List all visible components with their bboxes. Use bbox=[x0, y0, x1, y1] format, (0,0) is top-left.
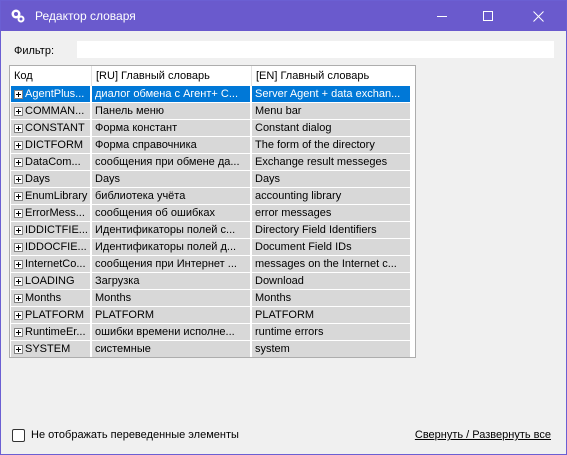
row-code-text: Months bbox=[25, 292, 62, 304]
row-code-text: LOADING bbox=[25, 275, 75, 287]
row-ru-cell[interactable]: Форма справочника bbox=[92, 137, 250, 153]
row-code-cell[interactable] bbox=[11, 171, 90, 187]
row-code-cell[interactable] bbox=[11, 188, 90, 204]
expand-plus-icon[interactable] bbox=[14, 243, 23, 252]
row-ru-cell[interactable]: Панель меню bbox=[92, 103, 250, 119]
minimize-icon bbox=[437, 16, 447, 17]
row-en-cell[interactable]: Document Field IDs bbox=[252, 239, 410, 255]
row-code-cell[interactable] bbox=[11, 239, 90, 255]
tree-row[interactable] bbox=[10, 120, 415, 137]
row-ru-cell[interactable]: диалог обмена с Агент+ С... bbox=[92, 86, 250, 102]
row-code-text: EnumLibrary bbox=[25, 190, 88, 202]
row-ru-cell[interactable]: системные bbox=[92, 341, 250, 357]
row-ru-cell[interactable]: сообщения при обмене да... bbox=[92, 154, 250, 170]
tree-rows bbox=[10, 86, 415, 358]
row-ru-cell[interactable]: библиотека учёта bbox=[92, 188, 250, 204]
expand-plus-icon[interactable] bbox=[14, 328, 23, 337]
column-header-en[interactable]: [EN] Главный словарь bbox=[256, 70, 370, 82]
row-code-text: AgentPlus... bbox=[25, 88, 85, 100]
row-code-text: IDDICTFIE... bbox=[25, 224, 88, 236]
tree-row[interactable] bbox=[10, 341, 415, 358]
row-en-cell[interactable]: Menu bar bbox=[252, 103, 410, 119]
filter-input[interactable] bbox=[77, 41, 554, 58]
hide-translated-checkbox[interactable] bbox=[12, 429, 25, 442]
close-icon bbox=[533, 11, 544, 22]
row-code-cell[interactable] bbox=[11, 341, 90, 357]
row-en-cell[interactable]: Download bbox=[252, 273, 410, 289]
collapse-expand-all-link[interactable]: Свернуть / Развернуть все bbox=[414, 429, 551, 441]
row-en-cell[interactable]: system bbox=[252, 341, 410, 357]
row-code-cell[interactable] bbox=[11, 324, 90, 340]
row-code-text: ErrorMess... bbox=[25, 207, 85, 219]
expand-plus-icon[interactable] bbox=[14, 277, 23, 286]
expand-plus-icon[interactable] bbox=[14, 209, 23, 218]
tree-row[interactable] bbox=[10, 154, 415, 171]
row-ru-cell[interactable]: ошибки времени исполне... bbox=[92, 324, 250, 340]
row-code-text: RuntimeEr... bbox=[25, 326, 86, 338]
tree-row[interactable] bbox=[10, 239, 415, 256]
tree-row[interactable] bbox=[10, 273, 415, 290]
row-en-cell[interactable]: error messages bbox=[252, 205, 410, 221]
row-code-cell[interactable] bbox=[11, 256, 90, 272]
row-en-cell[interactable]: accounting library bbox=[252, 188, 410, 204]
row-ru-cell[interactable]: сообщения при Интернет ... bbox=[92, 256, 250, 272]
expand-plus-icon[interactable] bbox=[14, 107, 23, 116]
row-code-cell[interactable] bbox=[11, 273, 90, 289]
row-code-text: Days bbox=[25, 173, 51, 185]
tree-row[interactable] bbox=[10, 222, 415, 239]
row-en-cell[interactable]: runtime errors bbox=[252, 324, 410, 340]
tree-row[interactable] bbox=[10, 188, 415, 205]
row-ru-cell[interactable]: Months bbox=[92, 290, 250, 306]
tree-row[interactable] bbox=[10, 103, 415, 120]
expand-plus-icon[interactable] bbox=[14, 311, 23, 320]
row-code-text: CONSTANT bbox=[25, 122, 85, 134]
row-en-cell[interactable]: PLATFORM bbox=[252, 307, 410, 323]
row-en-cell[interactable]: The form of the directory bbox=[252, 137, 410, 153]
tree-row[interactable] bbox=[10, 86, 415, 103]
window-title: Редактор словаря bbox=[35, 9, 136, 23]
row-code-cell[interactable] bbox=[11, 222, 90, 238]
maximize-button[interactable] bbox=[465, 1, 511, 31]
row-ru-cell[interactable]: сообщения об ошибках bbox=[92, 205, 250, 221]
row-code-text: IDDOCFIE... bbox=[25, 241, 87, 253]
row-ru-cell[interactable]: Days bbox=[92, 171, 250, 187]
row-code-text: COMMAN... bbox=[25, 105, 85, 117]
expand-plus-icon[interactable] bbox=[14, 90, 23, 99]
tree-row[interactable] bbox=[10, 324, 415, 341]
row-code-cell[interactable] bbox=[11, 137, 90, 153]
title-bar[interactable] bbox=[1, 1, 566, 31]
row-code-cell[interactable] bbox=[11, 307, 90, 323]
row-ru-cell[interactable]: Форма констант bbox=[92, 120, 250, 136]
tree-row[interactable] bbox=[10, 290, 415, 307]
expand-plus-icon[interactable] bbox=[14, 175, 23, 184]
dictionary-tree[interactable] bbox=[9, 65, 416, 358]
row-ru-cell[interactable]: Идентификаторы полей с... bbox=[92, 222, 250, 238]
tree-header bbox=[10, 66, 415, 86]
row-en-cell[interactable]: Server Agent + data exchan... bbox=[252, 86, 410, 102]
tree-row[interactable] bbox=[10, 137, 415, 154]
expand-plus-icon[interactable] bbox=[14, 345, 23, 354]
tree-row[interactable] bbox=[10, 256, 415, 273]
row-code-cell[interactable] bbox=[11, 205, 90, 221]
expand-plus-icon[interactable] bbox=[14, 294, 23, 303]
column-header-ru[interactable]: [RU] Главный словарь bbox=[92, 66, 252, 86]
column-header-code[interactable]: Код bbox=[10, 66, 92, 86]
maximize-icon bbox=[483, 11, 493, 21]
row-en-cell[interactable]: Months bbox=[252, 290, 410, 306]
tree-row[interactable] bbox=[10, 307, 415, 324]
row-code-cell[interactable] bbox=[11, 103, 90, 119]
row-en-cell[interactable]: Exchange result messeges bbox=[252, 154, 410, 170]
row-code-text: DataCom... bbox=[25, 156, 81, 168]
app-dictionary-icon bbox=[10, 8, 26, 24]
row-code-text: PLATFORM bbox=[25, 309, 85, 321]
row-en-cell[interactable]: messages on the Internet c... bbox=[252, 256, 410, 272]
expand-plus-icon[interactable] bbox=[14, 226, 23, 235]
filter-label: Фильтр: bbox=[14, 45, 55, 57]
row-ru-cell[interactable]: Идентификаторы полей д... bbox=[92, 239, 250, 255]
row-ru-cell[interactable]: PLATFORM bbox=[92, 307, 250, 323]
row-en-cell[interactable]: Days bbox=[252, 171, 410, 187]
row-code-text: SYSTEM bbox=[25, 343, 71, 355]
row-en-cell[interactable]: Constant dialog bbox=[252, 120, 410, 136]
expand-plus-icon[interactable] bbox=[14, 158, 23, 167]
expand-plus-icon[interactable] bbox=[14, 124, 23, 133]
expand-plus-icon[interactable] bbox=[14, 260, 23, 269]
row-en-cell[interactable]: Directory Field Identifiers bbox=[252, 222, 410, 238]
row-code-text: InternetCo... bbox=[25, 258, 86, 270]
row-code-cell[interactable] bbox=[11, 86, 90, 102]
row-ru-cell[interactable]: Загрузка bbox=[92, 273, 250, 289]
minimize-button[interactable] bbox=[419, 1, 465, 31]
tree-row[interactable] bbox=[10, 171, 415, 188]
tree-row[interactable] bbox=[10, 205, 415, 222]
hide-translated-label[interactable]: Не отображать переведенные элементы bbox=[31, 429, 239, 441]
expand-plus-icon[interactable] bbox=[14, 141, 23, 150]
row-code-cell[interactable] bbox=[11, 290, 90, 306]
row-code-cell[interactable] bbox=[11, 120, 90, 136]
expand-plus-icon[interactable] bbox=[14, 192, 23, 201]
row-code-cell[interactable] bbox=[11, 154, 90, 170]
row-code-text: DICTFORM bbox=[25, 139, 84, 151]
close-button[interactable] bbox=[511, 1, 566, 31]
